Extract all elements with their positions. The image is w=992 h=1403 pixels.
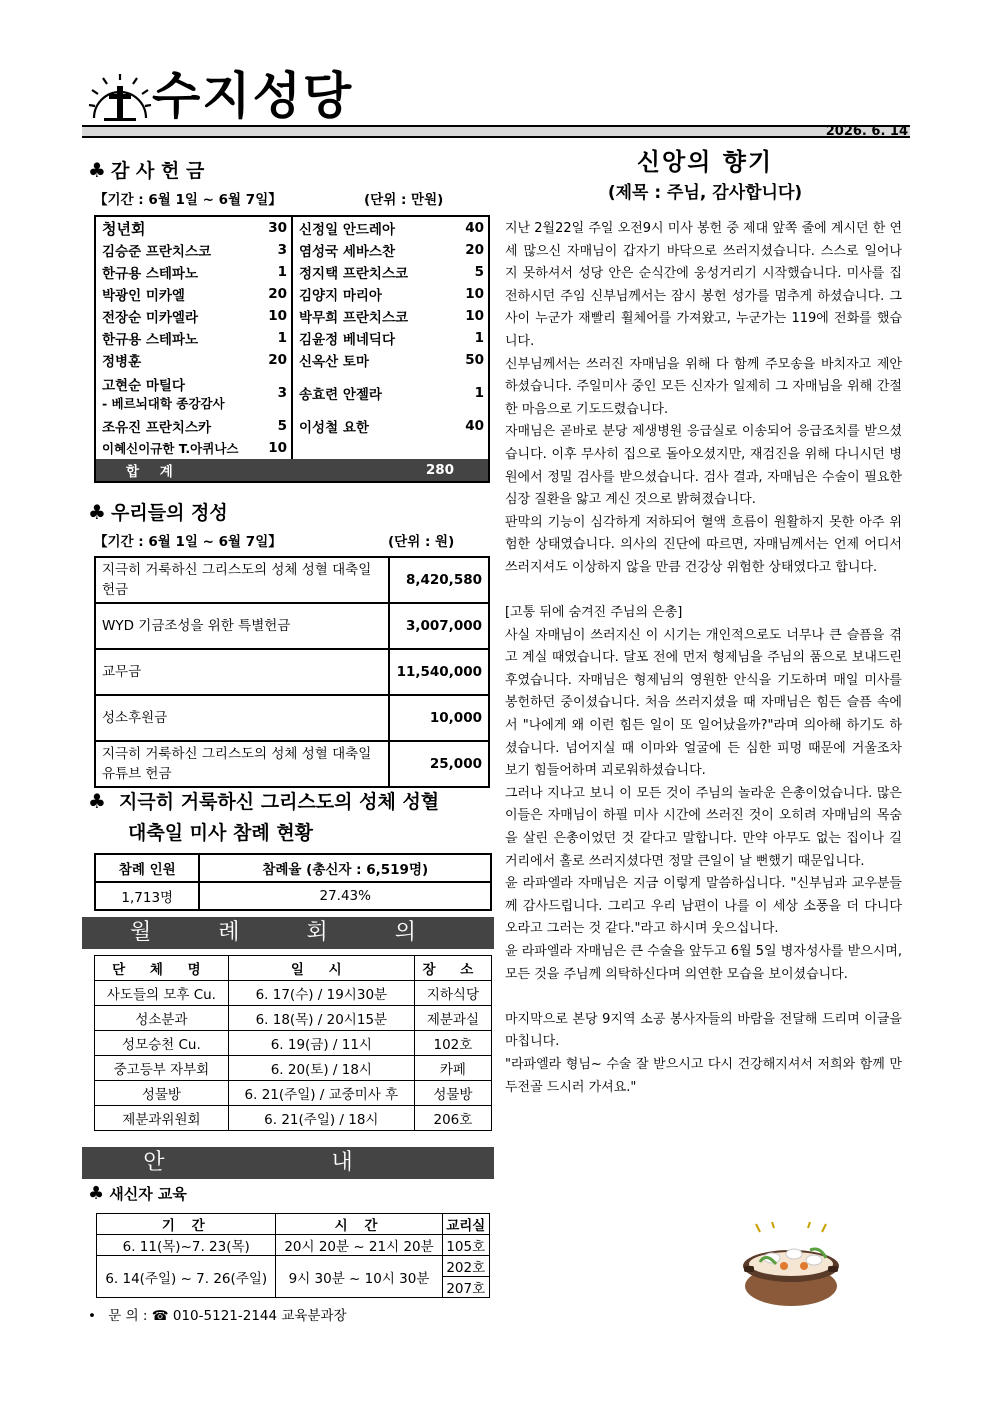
- article-paragraph: 마지막으로 본당 9지역 소공 봉사자들의 바람을 전달해 드리며 이글을 마칩니다.: [505, 1011, 902, 1050]
- donation-row: 한규용 스테파노 1: [102, 264, 287, 282]
- donation-row: 김양지 마리아 10: [299, 286, 484, 304]
- offerings-unit: (단위 : 원): [388, 534, 455, 550]
- church-logo-icon: [88, 72, 152, 124]
- donation-row: 전장순 미카엘라 10: [102, 308, 287, 326]
- donation-row: 신정일 안드레아 40: [299, 220, 484, 238]
- contact-line: • 문 의 : ☎ 010-5121-2144 교육분과장: [88, 1308, 347, 1324]
- new-member-table: 기 간 시 간 교리실 6. 11(목)~7. 23(목) 20시 20분 ~ 21시 20분 105호 6. 14(주일) ~ 7. 26(주일) 9시 30분 ~ 10시 30분 202호 207호: [96, 1213, 490, 1298]
- meeting-row: 제분과위원회 6. 21(주일) / 18시 206호: [95, 1106, 492, 1131]
- meeting-row: 중고등부 자부회 6. 20(토) / 18시 카페: [95, 1056, 492, 1081]
- total-value: 280: [425, 462, 454, 478]
- donation-row: 조유진 프란치스카 5: [102, 418, 287, 436]
- header-rule: [82, 125, 910, 138]
- donations-heading: ♣ 감 사 헌 금: [88, 158, 205, 182]
- parish-title: 수지성당: [152, 67, 354, 125]
- meetings-bar: 월 례 회 의: [82, 917, 494, 949]
- bullet-icon: •: [88, 1308, 96, 1324]
- article-title: 신앙의 향기: [636, 148, 774, 176]
- donation-row: 정지택 프란치스코 5: [299, 264, 484, 282]
- total-label: 합 계: [126, 464, 181, 480]
- bulletin-date: 2026. 6. 14: [825, 124, 908, 139]
- meeting-row: 성모승천 Cu. 6. 19(금) / 11시 102호: [95, 1031, 492, 1056]
- meetings-table: 단 체 명 일 시 장 소 사도들의 모후 Cu. 6. 17(수) / 19시30분 지하식당 성소분과 6. 18(목) / 20시15분 제분과실 성모승천 Cu. 6. 19(금) / 11시 102호 중고등부 자부회 6. 20(토) / 18시 카페 성물방 6. 21(주일) / 교중미사 후 성물방 제분과위원회 6. 21(주일) / 18시 206호: [94, 955, 492, 1131]
- article-subtitle: (제목 : 주님, 감사합니다): [607, 183, 803, 203]
- article-paragraph: 윤 라파엘라 자매님은 지금 이렇게 말씀하십니다. "신부님과 교우분들께 감사드립니다. 그리고 우리 남편이 나를 이 세상 소풍을 더 다니다 오라고 그러는 것 같다."라고 하시며 웃으십니다.: [505, 876, 902, 937]
- donation-row: 송효련 안젤라 1: [299, 385, 484, 403]
- club-icon: ♣: [88, 500, 106, 524]
- donations-period: 【기간 : 6월 1일 ~ 6월 7일】: [94, 192, 282, 208]
- donations-unit: (단위 : 만원): [364, 192, 444, 208]
- donation-row: 김윤정 베네딕다 1: [299, 330, 484, 348]
- club-icon: ♣: [88, 789, 106, 813]
- article-paragraph: 지난 2월22일 주일 오전9시 미사 봉헌 중 제대 앞쪽 줄에 계시던 한 연세 많으신 자매님이 갑자기 바닥으로 쓰러지셨습니다. 스스로 일어나지 못하셔서 성당 안은 순식간에 웅성거리기 시작했습니다. 미사를 집전하시던 주임 신부님께서는 잠시 봉헌 성가를 멈추게 하셨습니다. 그 사이 누군가 재빨리 휠체어를 가져왔고, 누군가는 119에 전화를 했습니다.: [505, 221, 902, 349]
- donation-row: 한규용 스테파노 1: [102, 330, 287, 348]
- club-icon: ♣: [88, 1183, 105, 1204]
- donation-row: 박무희 프란치스코 10: [299, 308, 484, 326]
- article-paragraph: 신부님께서는 쓰러진 자매님을 위해 다 함께 주모송을 바치자고 제안하셨습니다. 주일미사 중인 모든 신자가 일제히 그 자매님을 위해 간절한 마음으로 기도드렸습니다.: [505, 356, 902, 417]
- education-row: 6. 11(목)~7. 23(목) 20시 20분 ~ 21시 20분 105호: [97, 1235, 490, 1256]
- hot-pot-illustration: [736, 1222, 846, 1308]
- offering-row: 성소후원금 10,000: [95, 695, 489, 741]
- offerings-table: [94, 556, 490, 788]
- education-row: 207호: [97, 1277, 490, 1298]
- offerings-period: 【기간 : 6월 1일 ~ 6월 7일】: [94, 534, 282, 550]
- attendance-count: 1,713명: [95, 882, 199, 910]
- article-subheading: [고통 뒤에 숨겨진 주님의 은총]: [505, 605, 683, 621]
- donations-right-column: [293, 217, 488, 459]
- donation-row: 청년회 30: [102, 219, 287, 238]
- attendance-table: 참례 인원 참례율 (총신자 : 6,519명) 1,713명 27.43%: [94, 853, 492, 911]
- offering-row: 교무금 11,540,000: [95, 649, 489, 695]
- meeting-row: 성물방 6. 21(주일) / 교중미사 후 성물방: [95, 1081, 492, 1106]
- donation-row: 이성철 요한 40: [299, 418, 484, 436]
- donations-table: [94, 215, 490, 483]
- notice-bar: 안 내: [82, 1147, 494, 1179]
- club-icon: ♣: [88, 158, 106, 182]
- offering-row: WYD 기금조성을 위한 특별헌금 3,007,000: [95, 603, 489, 649]
- meeting-row: 성소분과 6. 18(목) / 20시15분 제분과실: [95, 1006, 492, 1031]
- article-paragraph: 자매님은 곧바로 분당 제생병원 응급실로 이송되어 응급조치를 받으셨습니다. 이후 무사히 집으로 돌아오셨지만, 재검진을 위해 다니시던 병원에서 정밀 검사를 받으셨습니다. 검사 결과, 자매님은 수술이 필요한 심장 질환을 앓고 계신 것으로 밝혀졌습니다.: [505, 424, 902, 508]
- donation-row: 고현순 마틸다 - 베르뇌대학 종강감사 3: [102, 378, 287, 411]
- article-body: [505, 218, 902, 1099]
- donation-row: 이혜신이규한 T.아퀴나스 10: [102, 440, 287, 456]
- offering-row: 지극히 거룩하신 그리스도의 성체 성혈 대축일 헌금 8,420,580: [95, 557, 489, 603]
- donation-row: 신옥산 토마 50: [299, 352, 484, 370]
- donations-total-row: [96, 459, 488, 481]
- offerings-heading: ♣ 우리들의 정성: [88, 500, 228, 524]
- donation-row: 염성국 세바스찬 20: [299, 242, 484, 260]
- attendance-rate: 27.43%: [199, 882, 491, 910]
- donation-row-empty: [293, 437, 488, 459]
- attendance-heading: ♣ 지극히 거룩하신 그리스도의 성체 성혈 대축일 미사 참례 현황: [88, 789, 440, 844]
- donation-row: 김승준 프란치스코 3: [102, 242, 287, 260]
- article-paragraph: 윤 라파엘라 자매님은 큰 수술을 앞두고 6월 5일 병자성사를 받으시며, 모든 것을 주님께 의탁하신다며 의연한 모습을 보이셨습니다.: [505, 944, 902, 982]
- article-paragraph: "라파엘라 형님~ 수술 잘 받으시고 다시 건강해지셔서 저희와 함께 만두전골 드시러 가셔요.": [505, 1056, 902, 1095]
- offering-row: 지극히 거룩하신 그리스도의 성체 성혈 대축일 유튜브 헌금 25,000: [95, 741, 489, 787]
- article-paragraph: 판막의 기능이 심각하게 저하되어 혈액 흐름이 원활하지 못한 아주 위험한 상태였습니다. 의사의 진단에 따르면, 자매님께서는 언제 어디서 쓰러지셔도 이상하지 않을 만큼 건강상 위험한 상태였다고 합니다.: [505, 514, 902, 575]
- education-row: 6. 14(주일) ~ 7. 26(주일) 9시 30분 ~ 10시 30분 202호: [97, 1256, 490, 1277]
- donation-row: 정병훈 20: [102, 352, 287, 370]
- article-header: [500, 146, 910, 208]
- meeting-row: 사도들의 모후 Cu. 6. 17(수) / 19시30분 지하식당: [95, 981, 492, 1006]
- donations-left-column: [96, 217, 293, 459]
- new-member-heading: ♣ 새신자 교육: [88, 1183, 187, 1204]
- article-paragraph: 사실 자매님이 쓰러지신 이 시기는 개인적으로도 너무나 큰 슬픔을 겪고 계실 때였습니다. 달포 전에 먼저 형제님을 주님의 품으로 보내드린 후였습니다. 자매님은 형제님의 영원한 안식을 기도하며 매일 미사를 봉헌하던 중이셨습니다. 처음 쓰러지셨을 때 자매님은 힘든 슬픔 속에서 "나에게 왜 이런 힘든 일이 또 일어났을까?"라며 의아해 하기도 하셨습니다. 넘어지실 때 이마와 얼굴에 든 심한 피멍 때문에 거울조차 보기 힘들어하며 괴로워하셨습니다.: [505, 627, 902, 779]
- donation-row: 박광인 미카엘 20: [102, 286, 287, 304]
- article-paragraph: 그러나 지나고 보니 이 모든 것이 주님의 놀라운 은총이었습니다. 많은 이들은 자매님이 하필 미사 시간에 쓰러진 것이 오히려 자매님의 목숨을 살린 은총이었던 것 같다고 말합니다. 만약 아무도 없는 집이나 길거리에서 홀로 쓰러지셨다면 정말 큰일이 날 뻔했기 때문입니다.: [505, 785, 902, 869]
